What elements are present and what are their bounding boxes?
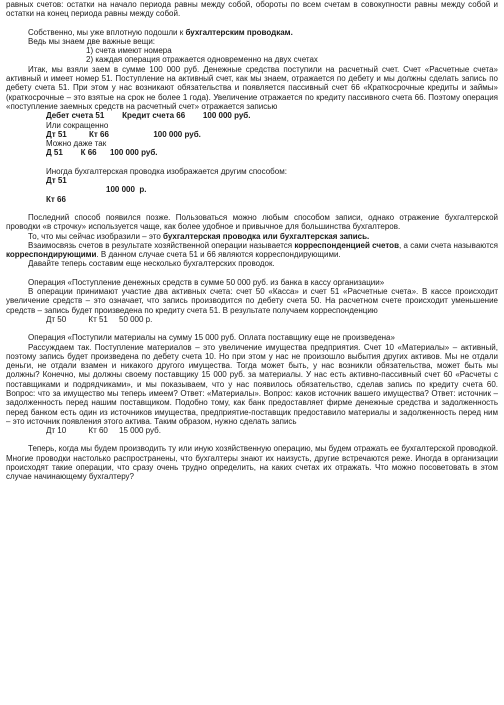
paragraph-last-way: Последний способ появился позже. Пользоваться можно любым способом записи, однако отражение бухгалтерской проводки «в строчку» используется чаще, как более удобное и привычное для большинства бухгалтеров. xyxy=(6,212,498,232)
paragraph-loan-example: Итак, мы взяли заем в сумме 100 000 руб. Денежные средства поступили на расчетный счет. Счет «Расчетные счета» активный и имеет номер 51. Поступление на активный счет, как мы знаем, отражается по дебету и мы должны сделать запись по дебету счета 51. При этом у нас возникают обязательства и появляется пассивный счет 66 «Краткосрочные кредиты и займы» (краткосрочные – это взятые на срок не более 1 года). Увеличение отражается по кредиту пассивного счета 66. Поэтому операция «поступление заемных средств на расчетный счет» отражается записью xyxy=(6,64,498,111)
term-accounting-entries: бухгалтерским проводкам. xyxy=(185,27,293,37)
list-item: 1) счета имеют номера xyxy=(86,46,172,56)
entry-shortest-label: Можно даже так xyxy=(46,139,107,149)
paragraph-other-way: Иногда бухгалтерская проводка изображается другим способом: xyxy=(46,166,287,176)
paragraph-more-entries: Давайте теперь составим еще несколько бухгалтерских проводок. xyxy=(28,259,275,269)
list-two-things xyxy=(86,46,498,65)
paragraph-definition-entry: То, что мы сейчас изобразили – это бухгалтерская проводка или бухгалтерская запись. xyxy=(28,231,370,241)
entry-cash: Дт 50 Кт 51 50 000 р. xyxy=(46,314,153,324)
list-item: 2) каждая операция отражается одновременно на двух счетах xyxy=(86,55,318,65)
paragraph-operation-cash: Операция «Поступление денежных средств в сумме 50 000 руб. из банка в кассу организации» xyxy=(28,277,385,287)
paragraph-conclusion: Теперь, когда мы будем производить ту или иную хозяйственную операцию, мы будем отражать ее бухгалтерской проводкой. Многие проводки настолько распространены, что бухгалтеры знают их наизусть, другие встречаются реже. Иногда в организации происходят такие операции, что сразу очень трудно определить, на каких счетах их отражать. Что можно посоветовать в этом случае начинающему бухгалтеру? xyxy=(6,444,498,482)
term-correspondence: корреспонденцией счетов xyxy=(294,240,399,250)
paragraph-provodki-intro: Собственно, мы уже вплотную подошли к бухгалтерским проводкам. xyxy=(28,27,293,37)
entry-shortest-form: Д 51 К 66 100 000 руб. xyxy=(46,148,158,158)
entry-column-amount: 100 000 р. xyxy=(106,185,147,195)
paragraph-two-things: Ведь мы знаем две важные вещи: xyxy=(28,36,156,46)
paragraph-cash-explanation: В операции принимают участие два активных счета: счет 50 «Касса» и счет 51 «Расчетные счета». В кассе происходит увеличение средств – это означает, что запись производится по дебету счета 50. На расчетном счете происходит уменьшение средств – запись будет произведена по кредиту счета 51. В результате получаем корреспонденцию xyxy=(6,287,498,315)
paragraph-operation-materials: Операция «Поступили материалы на сумму 15 000 руб. Оплата поставщику еще не произведена» xyxy=(28,333,395,343)
term-corresponding: корреспондирующими xyxy=(6,250,97,260)
term-entry: бухгалтерская проводка или бухгалтерская запись. xyxy=(163,231,370,241)
entry-full-form: Дебет счета 51 Кредит счета 66 100 000 руб. xyxy=(46,111,251,121)
entry-short-form: Дт 51 Кт 66 100 000 руб. xyxy=(46,129,201,139)
entry-materials: Дт 10 Кт 60 15 000 руб. xyxy=(46,426,161,436)
entry-column-debit: Дт 51 xyxy=(46,176,67,186)
entry-column-credit: Кт 66 xyxy=(46,194,66,204)
paragraph-correspondence: Взаимосвязь счетов в результате хозяйственной операции называется корреспонденцией счетов, а сами счета называются корреспондирующими. В данном случае счета 51 и 66 являются корреспондирующими. xyxy=(6,240,498,260)
entry-short-label: Или сокращенно xyxy=(46,120,109,130)
paragraph-intro: равных счетов: остатки на начало периода равны между собой, обороты по всем счетам в совокупности равны между собой и остатки на конец периода равны между собой. xyxy=(6,0,498,19)
paragraph-materials-explanation: Рассуждаем так. Поступление материалов – это увеличение имущества предприятия. Счет 10 «Материалы» – активный, поэтому запись будет произведена по дебету счета 10. Но при этом у нас не произошло выбытия других активов. Мы не отдали деньги, не отдали взамен и никакого другого имущества. Тогда может быть, у нас возникли обязательства, может быть мы должны? Конечно, мы должны своему поставщику 15 000 руб. за материалы. У нас есть активно-пассивный счет 60 «Расчеты с поставщиками и подрядчиками», и мы показываем, что у нас появилось обязательство, сделав запись по кредиту счета 60. Вопрос: что за имущество мы теперь имеем? Ответ: «Материалы». Вопрос: каков источник вашего имущества? Ответ: источник – задолженность перед нашим поставщиком. Подобно тому, как банк предоставляет фирме денежные средства и задолженность перед банком есть один из источников имущества, предприятие-поставщик предоставило материалы и задолженность перед ним – это источник появления этого актива. Таким образом, нужно сделать запись xyxy=(6,342,498,426)
